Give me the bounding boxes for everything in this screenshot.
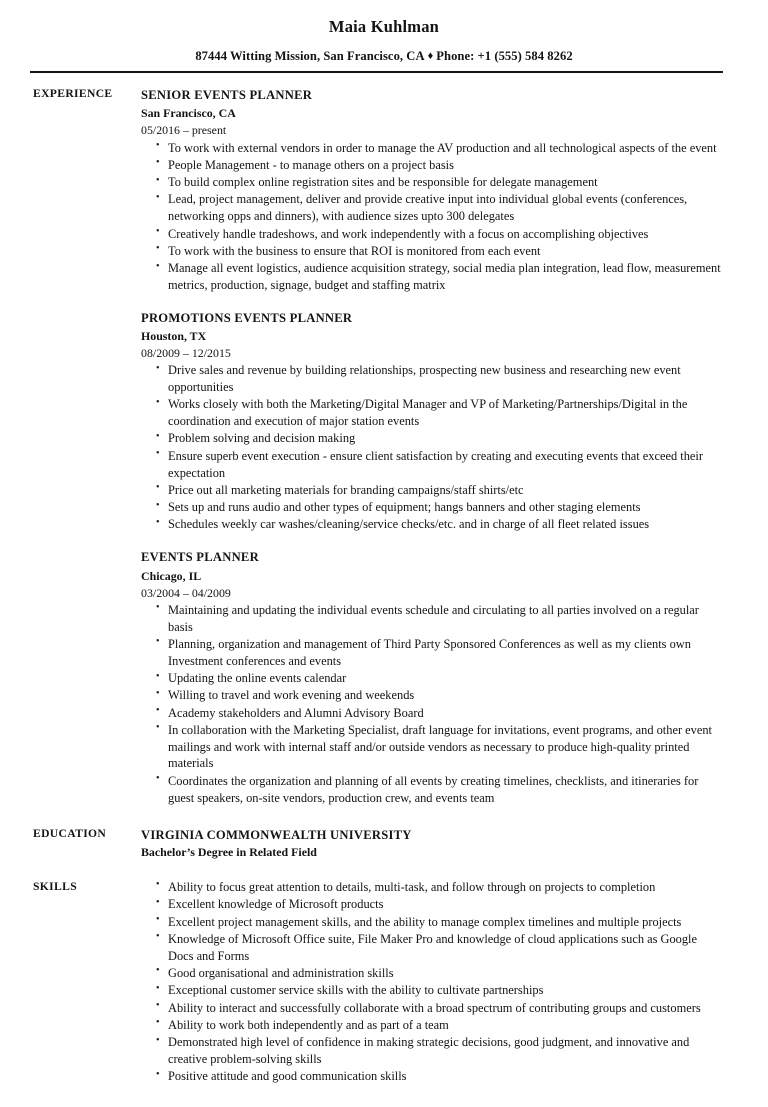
list-item: • Schedules weekly car washes/cleaning/service checks/etc. and in charge of all fleet related issues [141,516,722,533]
candidate-address: 87444 Witting Mission, San Francisco, CA [195,48,425,63]
list-item: • To build complex online registration sites and be responsible for delegate management [141,174,722,191]
job-title: PROMOTIONS EVENTS PLANNER [141,310,353,325]
list-item: • Drive sales and revenue by building relationships, prospecting new business and researching new event opportunities [141,362,722,396]
education-school: VIRGINIA COMMONWEALTH UNIVERSITY [141,827,412,842]
job-location: Houston, TX [141,328,207,343]
list-item: • Price out all marketing materials for branding campaigns/staff shirts/etc [141,482,722,499]
list-item: • Updating the online events calendar [141,670,722,687]
list-item: • Ability to interact and successfully collaborate with a broad spectrum of contributing groups and customers [141,1000,722,1017]
list-item: • Willing to travel and work evening and weekends [141,687,722,704]
resume-header [0,0,768,73]
job-dates: 03/2004 – 04/2009 [141,585,231,600]
list-item: • In collaboration with the Marketing Specialist, draft language for invitations, event programs, and other event mailings and work with internal staff and/or outside vendors as necessary to produce high-quality printed materials [141,722,722,772]
job-title: SENIOR EVENTS PLANNER [141,87,313,102]
job-entry [141,548,722,806]
skills-entries [141,879,768,1086]
section-label-col-skills [0,879,141,894]
job-responsibility-list [141,602,722,807]
diamond-icon: ♦ [427,49,434,62]
section-education [0,826,768,862]
experience-entries [141,86,768,807]
list-item: • People Management - to manage others on a project basis [141,157,722,174]
job-entry [141,86,722,294]
list-item: • Positive attitude and good communication skills [141,1068,722,1085]
list-item: • Ability to work both independently and as part of a team [141,1017,722,1034]
skills-list [141,879,722,1085]
resume-body [0,73,768,1086]
section-heading-skills: SKILLS [33,879,77,893]
list-item: • Sets up and runs audio and other types of equipment; hangs banners and other staging elements [141,499,722,516]
section-label-col-experience [0,86,141,101]
job-location: San Francisco, CA [141,106,236,121]
list-item: • Ability to focus great attention to details, multi-task, and follow through on projects to completion [141,879,722,896]
candidate-name: Maia Kuhlman [328,17,440,36]
job-dates: 05/2016 – present [141,123,227,138]
job-responsibility-list [141,362,722,533]
list-item: • Exceptional customer service skills with the ability to cultivate partnerships [141,982,722,999]
list-item: • Coordinates the organization and planning of all events by creating timelines, checklists, and itineraries for guest speakers, on-site vendors, production crew, and events team [141,773,722,807]
list-item: • Academy stakeholders and Alumni Advisory Board [141,705,722,722]
list-item: • Good organisational and administration skills [141,965,722,982]
education-degree: Bachelor’s Degree in Related Field [141,845,317,860]
job-dates: 08/2009 – 12/2015 [141,346,231,361]
job-location: Chicago, IL [141,568,202,583]
job-entry [141,309,722,534]
section-heading-education: EDUCATION [33,826,107,840]
candidate-phone: Phone: +1 (555) 584 8262 [436,48,573,63]
section-skills [0,879,768,1086]
contact-line [0,49,768,64]
job-responsibility-list [141,140,722,294]
list-item: • To work with external vendors in order to manage the AV production and all technological aspects of the event [141,140,722,157]
list-item: • Ensure superb event execution - ensure client satisfaction by creating and executing events that exceed their expectation [141,448,722,482]
section-experience [0,86,768,807]
list-item: • Manage all event logistics, audience acquisition strategy, social media plan integration, lead flow, measurement metrics, production, signage, budget and staffing matrix [141,260,722,294]
list-item: • Excellent project management skills, and the ability to manage complex timelines and multiple projects [141,914,722,931]
job-title: EVENTS PLANNER [141,550,259,565]
list-item: • Demonstrated high level of confidence in making strategic decisions, good judgment, and innovative and creative problem-solving skills [141,1034,722,1068]
education-entries [141,826,768,862]
list-item: • Planning, organization and management of Third Party Sponsored Conferences as well as my clients own Investment conferences and events [141,636,722,670]
list-item: • Works closely with both the Marketing/Digital Manager and VP of Marketing/Partnerships/Digital in the coordination and execution of major station events [141,396,722,430]
list-item: • Lead, project management, deliver and provide creative input into individual global events (conferences, networking opps and dinners), with audience sizes upto 300 delegates [141,191,722,225]
list-item: • Maintaining and updating the individual events schedule and circulating to all parties involved on a regular basis [141,602,722,636]
list-item: • Creatively handle tradeshows, and work independently with a focus on accomplishing objectives [141,226,722,243]
section-label-col-education [0,826,141,841]
list-item: • Excellent knowledge of Microsoft products [141,896,722,913]
list-item: • To work with the business to ensure that ROI is monitored from each event [141,243,722,260]
list-item: • Problem solving and decision making [141,430,722,447]
list-item: • Knowledge of Microsoft Office suite, File Maker Pro and knowledge of cloud applications such as Google Docs and Forms [141,931,722,965]
section-heading-experience: EXPERIENCE [33,86,113,100]
